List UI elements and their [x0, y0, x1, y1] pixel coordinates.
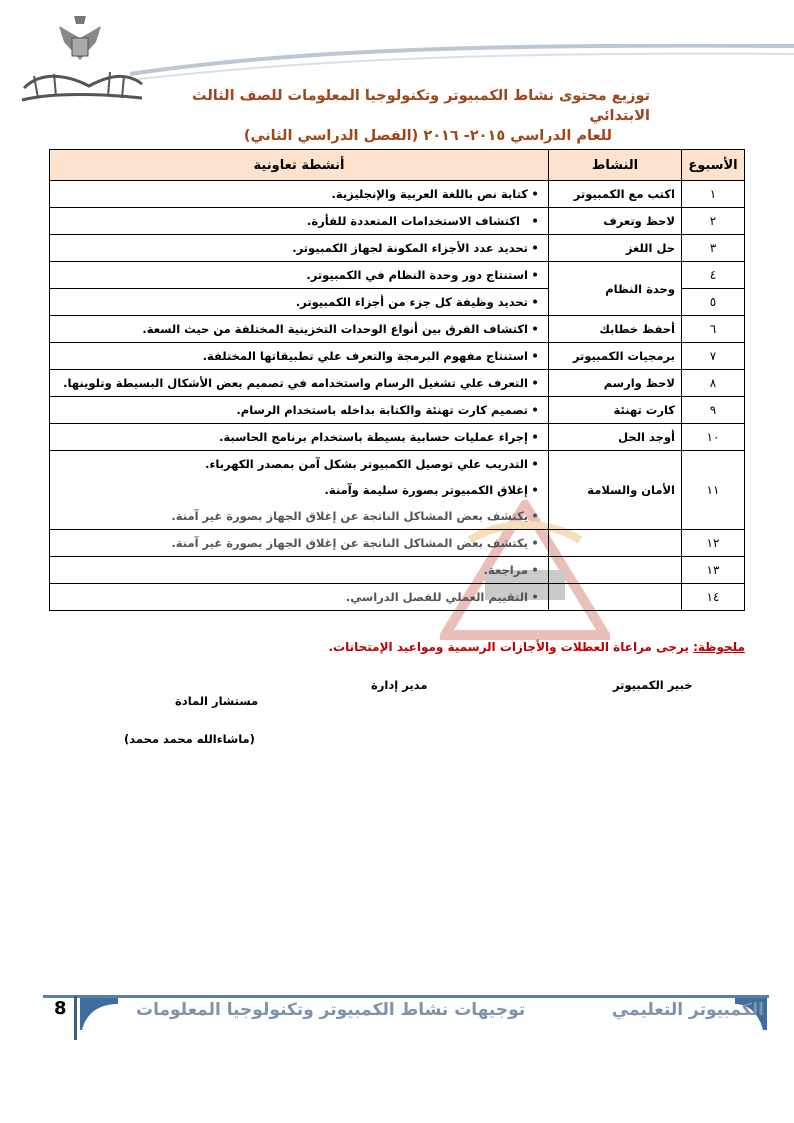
table-row [50, 235, 745, 262]
coop-cell [50, 530, 549, 557]
footer-rule [43, 995, 769, 998]
header-coop: أنشطة تعاونية [50, 150, 549, 181]
title-line-2: للعام الدراسي ٢٠١٥- ٢٠١٦ (الفصل الدراسي الثاني) [243, 128, 612, 144]
activity-cell [549, 584, 682, 611]
week-cell: ٧ [682, 343, 745, 370]
coop-text: تصميم كارت تهنئة والكتابة بداخله باستخدام الرسام. [236, 403, 528, 417]
activity-cell [549, 557, 682, 584]
week-cell: ٣ [682, 235, 745, 262]
activity-cell: أوجد الحل [549, 424, 682, 451]
table-row [50, 530, 745, 557]
week-cell: ١١ [682, 451, 745, 530]
table-row [50, 208, 745, 235]
coop-text: كتابة نص باللغة العربية والإنجليزية. [331, 187, 528, 201]
week-cell: ١٣ [682, 557, 745, 584]
coop-cell [50, 557, 549, 584]
activity-cell: وحدة النظام [549, 262, 682, 316]
table-row [50, 397, 745, 424]
activity-cell: برمجيات الكمبيوتر [549, 343, 682, 370]
bullet-icon: • [531, 457, 539, 471]
coop-cell [50, 316, 549, 343]
coop-text: التقييم العملي للفصل الدراسي. [345, 590, 528, 604]
footer-subtitle: توجيهات نشاط الكمبيوتر وتكنولوجيا المعلومات [136, 1000, 526, 1020]
week-cell: ١٢ [682, 530, 745, 557]
coop-text: اكتشاف الفرق بين أنواع الوحدات التخزينية المختلفة من حيث السعة. [142, 322, 528, 336]
footer-left-corner-icon [78, 996, 118, 1032]
table-row [50, 370, 745, 397]
activities-table [49, 149, 745, 611]
activity-cell: لاحظ وارسم [549, 370, 682, 397]
coop-cell [50, 208, 549, 235]
table-row [50, 343, 745, 370]
coop-text: تحديد وظيفة كل جزء من أجزاء الكمبيوتر. [295, 295, 528, 309]
table-row [50, 584, 745, 611]
coop-cell [50, 235, 549, 262]
coop-text: التدريب علي توصيل الكمبيوتر بشكل آمن بمصدر الكهرباء. [205, 457, 528, 471]
coop-cell [50, 370, 549, 397]
bullet-icon: • [531, 483, 539, 497]
coop-cell [50, 584, 549, 611]
bullet-icon: • [531, 214, 539, 228]
coop-text: يكتشف بعض المشاكل الناتجة عن إغلاق الجهاز بصورة غير آمنة. [171, 509, 528, 523]
bullet-icon: • [531, 241, 539, 255]
week-cell: ٩ [682, 397, 745, 424]
table-row [50, 181, 745, 208]
note-label: ملحوظة: [693, 640, 745, 654]
coop-cell [50, 424, 549, 451]
signature-consultant: مستشار المادة [175, 694, 259, 708]
bullet-icon: • [531, 187, 539, 201]
page-number: 8 [54, 998, 67, 1019]
bullet-icon: • [531, 536, 539, 550]
title-line-1: توزيع محتوى نشاط الكمبيوتر وتكنولوجيا المعلومات للصف الثالث الابتدائي [191, 88, 650, 124]
coop-cell [50, 451, 549, 530]
table-row [50, 424, 745, 451]
coop-text: التعرف علي تشغيل الرسام واستخدامه في تصميم بعض الأشكال البسيطة وتلوينها. [63, 376, 528, 390]
footer-divider [74, 996, 77, 1040]
coop-text: يكتشف بعض المشاكل الناتجة عن إغلاق الجهاز بصورة غير آمنة. [171, 536, 528, 550]
activity-cell: اكتب مع الكمبيوتر [549, 181, 682, 208]
ministry-logo [14, 8, 144, 108]
coop-cell [50, 343, 549, 370]
activity-cell: لاحظ وتعرف [549, 208, 682, 235]
bullet-icon: • [531, 509, 539, 523]
coop-text: مراجعة. [483, 563, 528, 577]
table-row [50, 316, 745, 343]
coop-cell [50, 262, 549, 289]
eagle-emblem-icon [14, 8, 144, 108]
coop-text: استنتاج دور وحدة النظام في الكمبيوتر. [306, 268, 528, 282]
bullet-icon: • [531, 376, 539, 390]
activity-cell [549, 530, 682, 557]
coop-text: إجراء عمليات حسابية بسيطة باستخدام برنامج الحاسبة. [219, 430, 528, 444]
coop-text: إغلاق الكمبيوتر بصورة سليمة وآمنة. [324, 483, 528, 497]
bullet-icon: • [531, 590, 539, 604]
activity-cell: أحفظ خطابك [549, 316, 682, 343]
activity-cell: كارت تهنئة [549, 397, 682, 424]
table-header-row [50, 150, 745, 181]
coop-text: استنتاج مفهوم البرمجة والتعرف علي تطبيقاتها المختلفة. [202, 349, 528, 363]
week-cell: ٨ [682, 370, 745, 397]
note-text: يرجى مراعاة العطلات والأجازات الرسمية ومواعيد الإمتحانات. [328, 640, 689, 654]
week-cell: ٥ [682, 289, 745, 316]
bullet-icon: • [531, 322, 539, 336]
note [328, 640, 745, 654]
header-activity: النشاط [549, 150, 682, 181]
week-cell: ٢ [682, 208, 745, 235]
header-week: الأسبوع [682, 150, 745, 181]
table-row [50, 451, 745, 530]
week-cell: ١٠ [682, 424, 745, 451]
bullet-icon: • [531, 430, 539, 444]
table-row [50, 557, 745, 584]
week-cell: ١٤ [682, 584, 745, 611]
activity-cell: حل اللغز [549, 235, 682, 262]
signature-expert: خبير الكمبيوتر [613, 678, 693, 692]
bullet-icon: • [531, 268, 539, 282]
coop-text: اكتشاف الاستخدامات المتعددة للفأرة. [307, 214, 520, 228]
week-cell: ١ [682, 181, 745, 208]
coop-text: تحديد عدد الأجزاء المكونة لجهاز الكمبيوتر. [292, 241, 528, 255]
coop-cell [50, 289, 549, 316]
table-row [50, 262, 745, 289]
week-cell: ٤ [682, 262, 745, 289]
bullet-icon: • [531, 403, 539, 417]
activity-cell: الأمان والسلامة [549, 451, 682, 530]
week-cell: ٦ [682, 316, 745, 343]
signature-director: مدير إدارة [371, 678, 428, 692]
coop-cell [50, 397, 549, 424]
bullet-icon: • [531, 349, 539, 363]
bullet-icon: • [531, 295, 539, 309]
page-title [180, 86, 650, 146]
consultant-name: (ماشاءالله محمد محمد) [124, 732, 255, 746]
coop-cell [50, 181, 549, 208]
footer-title: الكمبيوتر التعليمي [611, 1000, 764, 1020]
bullet-icon: • [531, 563, 539, 577]
